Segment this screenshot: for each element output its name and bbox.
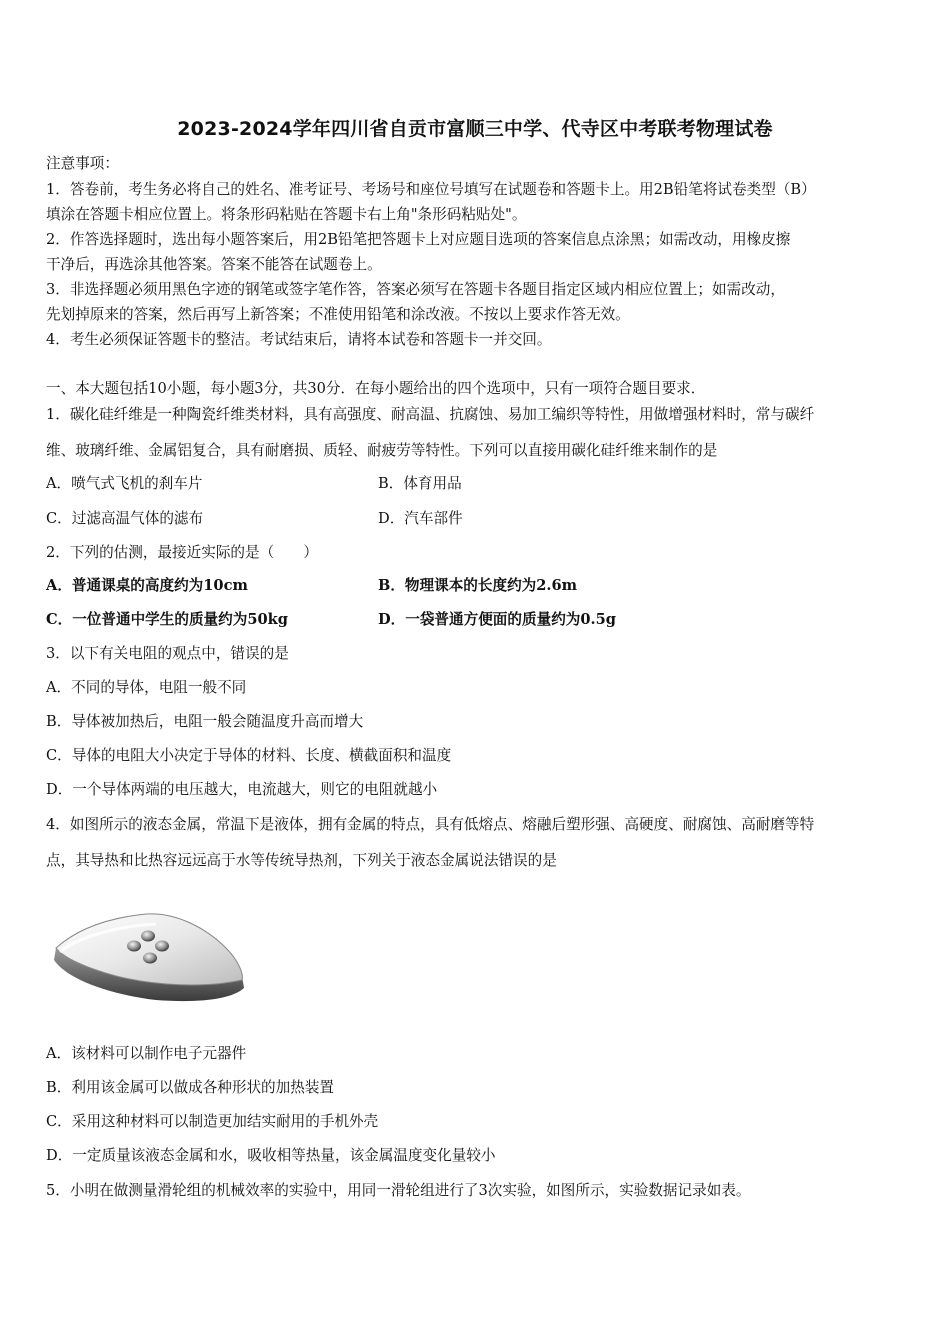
q2-option-b: B．物理课本的长度约为2.6m	[378, 577, 578, 594]
notice-item-2a: 2．作答选择题时，选出每小题答案后，用2B铅笔把答题卡上对应题目选项的答案信息点涂黑；如需改动，用橡皮擦	[46, 231, 791, 248]
q1-option-d: D．汽车部件	[378, 510, 463, 527]
q4-stem-line2: 点，其导热和比热容远远高于水等传统导热剂，下列关于液态金属说法错误的是	[46, 852, 557, 869]
section-heading: 一、本大题包括10小题，每小题3分，共30分．在每小题给出的四个选项中，只有一项符合题目要求．	[46, 380, 706, 397]
notice-item-1b: 填涂在答题卡相应位置上。将条形码粘贴在答题卡右上角"条形码粘贴处"。	[46, 206, 527, 223]
q3-option-c: C．导体的电阻大小决定于导体的材料、长度、横截面积和温度	[46, 747, 452, 764]
q4-option-a: A．该材料可以制作电子元器件	[46, 1045, 247, 1062]
notice-item-3a: 3．非选择题必须用黑色字迹的钢笔或签字笔作答，答案必须写在答题卡各题目指定区域内相应位置上；如需改动，	[46, 281, 785, 298]
page-title: 2023-2024学年四川省自贡市富顺三中学、代寺区中考联考物理试卷	[177, 118, 773, 140]
q3-option-a: A．不同的导体，电阻一般不同	[46, 679, 247, 696]
notice-item-2b: 干净后，再选涂其他答案。答案不能答在试题卷上。	[46, 256, 382, 273]
q3-option-d: D．一个导体两端的电压越大，电流越大，则它的电阻就越小	[46, 781, 438, 798]
notice-heading: 注意事项：	[46, 155, 119, 172]
q4-option-c: C．采用这种材料可以制造更加结实耐用的手机外壳	[46, 1113, 379, 1130]
q3-stem: 3．以下有关电阻的观点中，错误的是	[46, 645, 289, 662]
q5-stem: 5．小明在做测量滑轮组的机械效率的实验中，用同一滑轮组进行了3次实验，如图所示，实验数据记录如表。	[46, 1182, 751, 1199]
q1-option-c: C．过滤高温气体的滤布	[46, 510, 204, 527]
q1-option-b: B．体育用品	[378, 475, 462, 492]
q2-option-c: C．一位普通中学生的质量约为50kg	[46, 611, 288, 628]
q2-option-a: A．普通课桌的高度约为10cm	[46, 577, 248, 594]
notice-item-3b: 先划掉原来的答案，然后再写上新答案；不准使用铅笔和涂改液。不按以上要求作答无效。	[46, 306, 630, 323]
notice-item-1a: 1．答卷前，考生务必将自己的姓名、准考证号、考场号和座位号填写在试题卷和答题卡上。用2B铅笔将试卷类型（B）	[46, 181, 816, 198]
notice-item-4: 4．考生必须保证答题卡的整洁。考试结束后，请将本试卷和答题卡一并交回。	[46, 331, 552, 348]
q1-stem-line1: 1．碳化硅纤维是一种陶瓷纤维类材料，具有高强度、耐高温、抗腐蚀、易加工编织等特性，用做增强材料时，常与碳纤	[46, 406, 815, 423]
q1-stem-line2: 维、玻璃纤维、金属铝复合，具有耐磨损、质轻、耐疲劳等特性。下列可以直接用碳化硅纤维来制作的是	[46, 442, 718, 459]
q3-option-b: B．导体被加热后，电阻一般会随温度升高而增大	[46, 713, 364, 730]
q4-option-d: D．一定质量该液态金属和水，吸收相等热量，该金属温度变化量较小	[46, 1147, 496, 1164]
q2-stem: 2．下列的估测，最接近实际的是（ ）	[46, 544, 318, 561]
liquid-metal-figure	[46, 908, 251, 1008]
q4-option-b: B．利用该金属可以做成各种形状的加热装置	[46, 1079, 335, 1096]
q1-option-a: A．喷气式飞机的刹车片	[46, 475, 203, 492]
q2-option-d: D．一袋普通方便面的质量约为0.5g	[378, 611, 616, 628]
q4-stem-line1: 4．如图所示的液态金属，常温下是液体，拥有金属的特点，具有低熔点、熔融后塑形强、高硬度、耐腐蚀、高耐磨等特	[46, 816, 815, 833]
